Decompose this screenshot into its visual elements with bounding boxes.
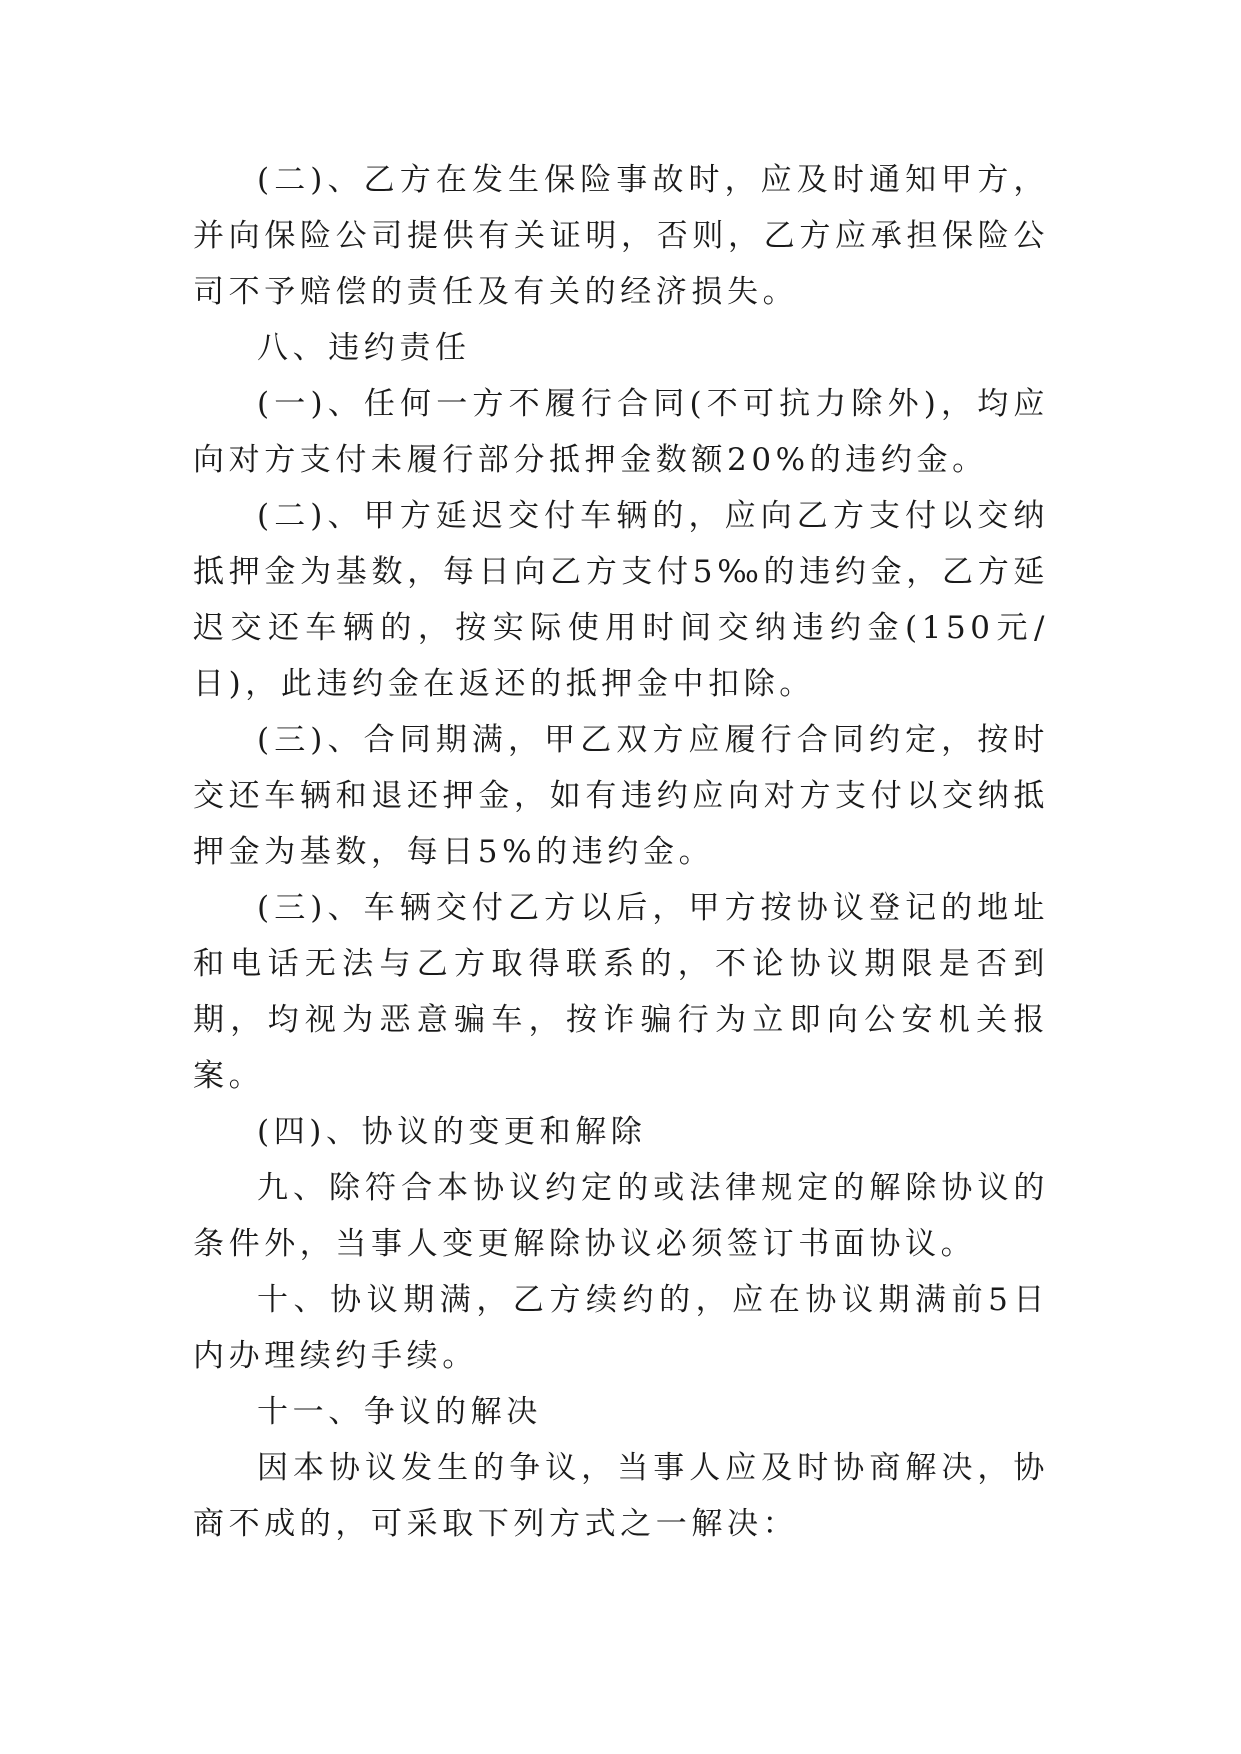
paragraph-contract-expiry: (三)、合同期满，甲乙双方应履行合同约定，按时交还车辆和退还押金，如有违约应向对方支付以交纳抵押金为基数，每日5%的违约金。 — [193, 722, 1049, 870]
paragraph-breach-nonperformance: (一)、任何一方不履行合同(不可抗力除外)，均应向对方支付未履行部分抵押金数额20%的违约金。 — [193, 386, 1049, 478]
paragraph-dispute-methods: 因本协议发生的争议，当事人应及时协商解决，协商不成的，可采取下列方式之一解决： — [193, 1450, 1049, 1542]
paragraph-fraud-report: (三)、车辆交付乙方以后，甲方按协议登记的地址和电话无法与乙方取得联系的，不论协议期限是否到期，均视为恶意骗车，按诈骗行为立即向公安机关报案。 — [193, 890, 1049, 1094]
paragraph-insurance-notice: (二)、乙方在发生保险事故时，应及时通知甲方，并向保险公司提供有关证明，否则，乙方应承担保险公司不予赔偿的责任及有关的经济损失。 — [193, 162, 1049, 310]
section-heading-breach-liability: 八、违约责任 — [257, 330, 471, 366]
paragraph-written-agreement: 九、除符合本协议约定的或法律规定的解除协议的条件外，当事人变更解除协议必须签订书面协议。 — [193, 1170, 1049, 1262]
document-body — [193, 152, 1049, 1552]
paragraph-renewal: 十、协议期满，乙方续约的，应在协议期满前5日内办理续约手续。 — [193, 1282, 1049, 1374]
paragraph-delay-penalty: (二)、甲方延迟交付车辆的，应向乙方支付以交纳抵押金为基数，每日向乙方支付5‰的违约金，乙方延迟交还车辆的，按实际使用时间交纳违约金(150元/日)，此违约金在返还的抵押金中扣除。 — [193, 498, 1049, 702]
section-heading-modification: (四)、协议的变更和解除 — [257, 1114, 647, 1150]
section-heading-dispute-resolution: 十一、争议的解决 — [257, 1394, 542, 1430]
